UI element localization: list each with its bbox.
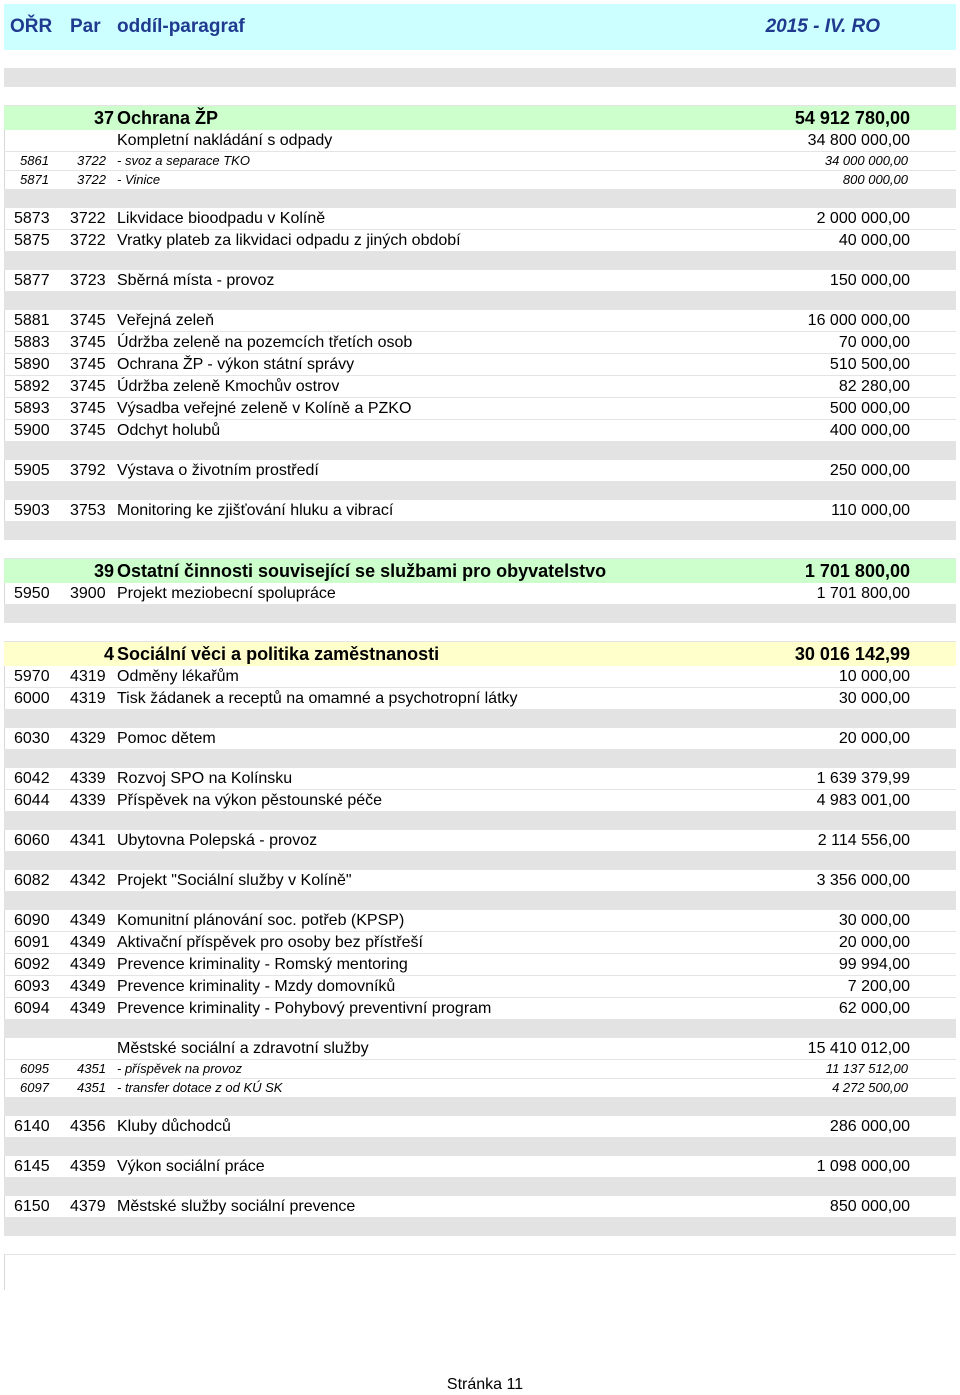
description-cell: - transfer dotace z od KÚ SK: [117, 1080, 283, 1095]
paragraf-cell: 3745: [70, 378, 106, 395]
orr-cell: 5873: [14, 210, 50, 227]
paragraf-cell: 3745: [70, 422, 106, 439]
paragraf-cell: 4339: [70, 770, 106, 787]
section-header-row: [4, 106, 956, 130]
description-cell: Výstava o životním prostředí: [117, 462, 319, 479]
orr-cell: 6000: [14, 690, 50, 707]
amount-cell: 30 000,00: [838, 912, 910, 929]
amount-cell: 4 983 001,00: [816, 792, 910, 809]
amount-cell: 11 137 512,00: [825, 1061, 908, 1076]
amount-cell: 99 994,00: [838, 956, 910, 973]
orr-cell: 5893: [14, 400, 50, 417]
paragraf-cell: 4319: [70, 690, 106, 707]
paragraf-cell: 4356: [70, 1118, 106, 1135]
table-row: [4, 376, 956, 398]
paragraf-cell: 4351: [77, 1080, 106, 1095]
description-cell: Prevence kriminality - Romský mentoring: [117, 956, 408, 973]
orr-cell: 5903: [14, 502, 50, 519]
amount-cell: 54 912 780,00: [794, 108, 910, 128]
section-header-row: [4, 642, 956, 666]
table-row: [4, 954, 956, 976]
description-cell: Příspěvek na výkon pěstounské péče: [117, 792, 383, 809]
table-row: [4, 354, 956, 376]
amount-cell: 15 410 012,00: [807, 1040, 910, 1057]
amount-cell: 10 000,00: [838, 668, 910, 685]
table-row: [4, 666, 956, 688]
section-header-row: [4, 559, 956, 583]
paragraf-cell: 37: [93, 108, 114, 128]
table-row: [4, 932, 956, 954]
orr-cell: 5890: [14, 356, 50, 373]
header-par: Par: [70, 16, 101, 37]
paragraf-cell: 3723: [70, 272, 106, 289]
amount-cell: 4 272 500,00: [832, 1080, 908, 1095]
description-cell: Odchyt holubů: [117, 422, 221, 439]
paragraf-cell: 39: [93, 561, 114, 581]
amount-cell: 800 000,00: [842, 172, 908, 187]
description-cell: Ubytovna Polepská - provoz: [117, 832, 318, 849]
description-cell: Monitoring ke zjišťování hluku a vibrací: [117, 502, 394, 519]
amount-cell: 3 356 000,00: [816, 872, 910, 889]
description-cell: Údržba zeleně na pozemcích třetích osob: [117, 334, 413, 351]
paragraf-cell: 4341: [70, 832, 106, 849]
spacer-row: [4, 892, 956, 910]
table-row: [4, 1196, 956, 1218]
paragraf-cell: 4: [103, 644, 114, 664]
amount-cell: 1 639 379,99: [816, 770, 910, 787]
table-row: [4, 1079, 956, 1098]
description-cell: Projekt meziobecní spolupráce: [117, 585, 336, 602]
description-cell: Městské sociální a zdravotní služby: [117, 1040, 369, 1057]
paragraf-cell: 4349: [70, 978, 106, 995]
spacer-row: [4, 1098, 956, 1116]
paragraf-cell: 3900: [70, 585, 106, 602]
orr-cell: 6060: [14, 832, 50, 849]
spacer-row: [4, 190, 956, 208]
description-cell: Výkon sociální práce: [117, 1158, 265, 1175]
paragraf-cell: 3722: [77, 153, 106, 168]
table-row: [4, 976, 956, 998]
paragraf-cell: 3745: [70, 312, 106, 329]
paragraf-cell: 3722: [70, 210, 106, 227]
description-cell: Rozvoj SPO na Kolínsku: [117, 770, 293, 787]
table-row: [4, 790, 956, 812]
amount-cell: 70 000,00: [838, 334, 910, 351]
description-cell: Ochrana ŽP - výkon státní správy: [117, 356, 355, 373]
paragraf-cell: 3722: [70, 232, 106, 249]
table-row: [4, 171, 956, 190]
orr-cell: 6150: [14, 1198, 50, 1215]
table-row: [4, 270, 956, 292]
spacer-row: [4, 1178, 956, 1196]
description-cell: - Vinice: [117, 172, 161, 187]
orr-cell: 5900: [14, 422, 50, 439]
paragraf-cell: 4339: [70, 792, 106, 809]
table-row: [4, 768, 956, 790]
paragraf-cell: 4379: [70, 1198, 106, 1215]
description-cell: Projekt "Sociální služby v Kolíně": [117, 872, 352, 889]
paragraf-cell: 4351: [77, 1061, 106, 1076]
spacer-row: [4, 292, 956, 310]
orr-cell: 6140: [14, 1118, 50, 1135]
amount-cell: 7 200,00: [847, 978, 910, 995]
table-row: [4, 420, 956, 442]
description-cell: Kluby důchodců: [117, 1118, 231, 1135]
paragraf-cell: 4319: [70, 668, 106, 685]
amount-cell: 30 016 142,99: [794, 644, 910, 664]
orr-cell: 5970: [14, 668, 50, 685]
orr-cell: 5871: [20, 172, 49, 187]
description-cell: Prevence kriminality - Mzdy domovníků: [117, 978, 396, 995]
spacer-row: [4, 522, 956, 540]
orr-cell: 6093: [14, 978, 50, 995]
description-cell: Veřejná zeleň: [117, 312, 214, 329]
orr-cell: 6145: [14, 1158, 50, 1175]
amount-cell: 150 000,00: [829, 272, 910, 289]
orr-cell: 5875: [14, 232, 50, 249]
spacer-row: [4, 50, 956, 69]
amount-cell: 82 280,00: [838, 378, 910, 395]
table-row: [4, 583, 956, 605]
table-row: [4, 1116, 956, 1138]
amount-cell: 110 000,00: [831, 502, 910, 519]
amount-cell: 40 000,00: [838, 232, 910, 249]
description-cell: Aktivační příspěvek pro osoby bez přístřeší: [117, 934, 423, 951]
table-row: [4, 998, 956, 1020]
description-cell: Výsadba veřejné zeleně v Kolíně a PZKO: [117, 400, 412, 417]
description-cell: Městské služby sociální prevence: [117, 1198, 356, 1215]
table-row: [4, 688, 956, 710]
spacer-row: [4, 750, 956, 768]
description-cell: Ostatní činnosti související se službami pro obyvatelstvo: [117, 561, 607, 581]
amount-cell: 20 000,00: [838, 934, 910, 951]
paragraf-cell: 4349: [70, 912, 106, 929]
amount-cell: 20 000,00: [838, 730, 910, 747]
spacer-row: [4, 1138, 956, 1156]
spacer-row: [4, 69, 956, 87]
spacer-row: [4, 482, 956, 500]
amount-cell: 850 000,00: [829, 1198, 910, 1215]
amount-cell: 286 000,00: [829, 1118, 910, 1135]
spacer-row: [4, 252, 956, 270]
table-row: [4, 398, 956, 420]
table-row: [4, 460, 956, 482]
amount-cell: 16 000 000,00: [807, 312, 910, 329]
description-cell: - příspěvek na provoz: [117, 1061, 243, 1076]
description-cell: Ochrana ŽP: [117, 108, 219, 128]
spacer-row: [4, 540, 956, 559]
header-oddil-paragraf: oddíl-paragraf: [117, 16, 245, 37]
amount-cell: 250 000,00: [829, 462, 910, 479]
amount-cell: 34 800 000,00: [807, 132, 910, 149]
spacer-row: [4, 1236, 956, 1255]
table-row: [4, 332, 956, 354]
amount-cell: 500 000,00: [829, 400, 910, 417]
spacer-row: [4, 442, 956, 460]
orr-cell: 5861: [20, 153, 49, 168]
header-orr: OŘR: [10, 16, 53, 37]
paragraf-cell: 4329: [70, 730, 106, 747]
table-row: [4, 152, 956, 171]
amount-cell: 1 098 000,00: [816, 1158, 910, 1175]
description-cell: Pomoc dětem: [117, 730, 216, 747]
orr-cell: 5877: [14, 272, 50, 289]
table-row: [4, 1156, 956, 1178]
orr-cell: 5950: [14, 585, 50, 602]
table-row: [4, 310, 956, 332]
amount-cell: 34 000 000,00: [824, 153, 908, 168]
description-cell: Odměny lékařům: [117, 668, 239, 685]
spacer-row: [4, 605, 956, 623]
paragraf-cell: 3745: [70, 334, 106, 351]
orr-cell: 6082: [14, 872, 50, 889]
amount-cell: 2 000 000,00: [816, 210, 910, 227]
budget-table: [4, 50, 956, 1255]
table-row: [4, 910, 956, 932]
amount-cell: 510 500,00: [829, 356, 910, 373]
table-row: [4, 728, 956, 750]
spacer-row: [4, 852, 956, 870]
orr-cell: 5883: [14, 334, 50, 351]
paragraf-cell: 4349: [70, 956, 106, 973]
table-row: [4, 830, 956, 852]
table-row: [4, 500, 956, 522]
orr-cell: 6044: [14, 792, 50, 809]
paragraf-cell: 3753: [70, 502, 106, 519]
paragraf-cell: 4349: [70, 934, 106, 951]
orr-cell: 6090: [14, 912, 50, 929]
table-row: [4, 870, 956, 892]
spacer-row: [4, 623, 956, 642]
orr-cell: 6092: [14, 956, 50, 973]
orr-cell: 5905: [14, 462, 50, 479]
amount-cell: 2 114 556,00: [817, 832, 910, 849]
paragraf-cell: 3792: [70, 462, 106, 479]
orr-cell: 6097: [20, 1080, 49, 1095]
table-header: [4, 4, 956, 51]
description-cell: - svoz a separace TKO: [117, 153, 250, 168]
header-period: 2015 - IV. RO: [765, 16, 880, 37]
paragraf-cell: 3745: [70, 400, 106, 417]
amount-cell: 400 000,00: [829, 422, 910, 439]
orr-cell: 6091: [14, 934, 50, 951]
orr-cell: 5892: [14, 378, 50, 395]
table-row: [4, 130, 956, 152]
spacer-row: [4, 1218, 956, 1236]
amount-cell: 62 000,00: [838, 1000, 910, 1017]
description-cell: Sběrná místa - provoz: [117, 272, 275, 289]
description-cell: Tisk žádanek a receptů na omamné a psychotropní látky: [117, 690, 518, 707]
description-cell: Údržba zeleně Kmochův ostrov: [117, 378, 340, 395]
orr-cell: 6095: [20, 1061, 49, 1076]
description-cell: Komunitní plánování soc. potřeb (KPSP): [117, 912, 405, 929]
orr-cell: 5881: [14, 312, 50, 329]
description-cell: Sociální věci a politika zaměstnanosti: [117, 644, 440, 664]
spacer-row: [4, 812, 956, 830]
spacer-row: [4, 87, 956, 106]
table-row: [4, 1038, 956, 1060]
amount-cell: 30 000,00: [838, 690, 910, 707]
paragraf-cell: 3745: [70, 356, 106, 373]
table-row: [4, 230, 956, 252]
orr-cell: 6094: [14, 1000, 50, 1017]
description-cell: Vratky plateb za likvidaci odpadu z jiných období: [117, 232, 461, 249]
table-row: [4, 1060, 956, 1079]
description-cell: Prevence kriminality - Pohybový preventivní program: [117, 1000, 492, 1017]
orr-cell: 6042: [14, 770, 50, 787]
paragraf-cell: 3722: [77, 172, 106, 187]
paragraf-cell: 4359: [70, 1158, 106, 1175]
amount-cell: 1 701 800,00: [804, 561, 910, 581]
paragraf-cell: 4342: [70, 872, 106, 889]
spacer-row: [4, 1020, 956, 1038]
spacer-row: [4, 710, 956, 728]
description-cell: Kompletní nakládání s odpady: [117, 132, 333, 149]
table-row: [4, 208, 956, 230]
amount-cell: 1 701 800,00: [816, 585, 910, 602]
paragraf-cell: 4349: [70, 1000, 106, 1017]
orr-cell: 6030: [14, 730, 50, 747]
description-cell: Likvidace bioodpadu v Kolíně: [117, 210, 326, 227]
page-number: Stránka 11: [446, 1376, 524, 1393]
